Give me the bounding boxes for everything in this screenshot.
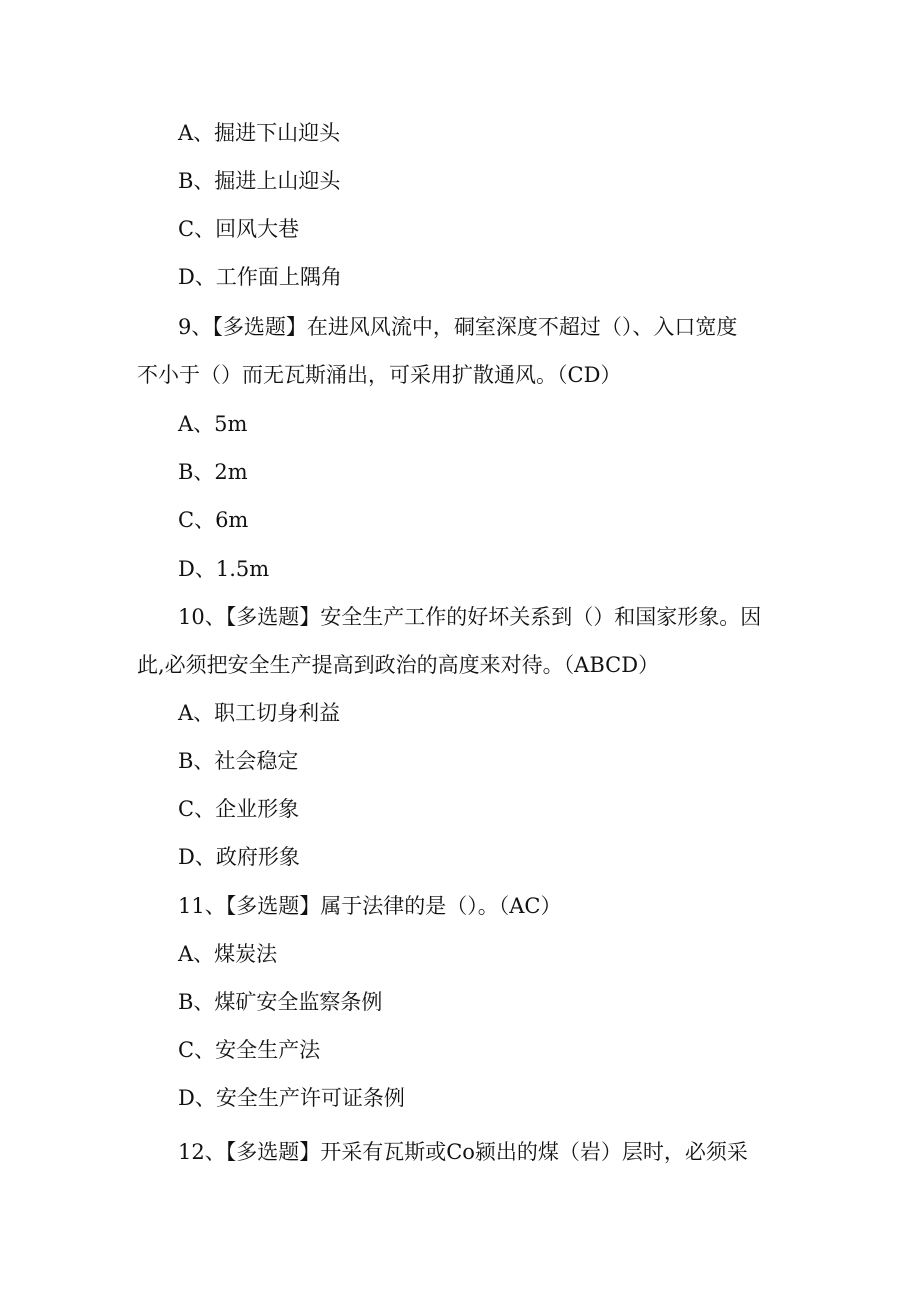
- option-line: B、社会稳定: [178, 749, 299, 773]
- option-line: C、回风大巷: [178, 217, 300, 241]
- question-text: 11、【多选题】属于法律的是（）。（AC）: [178, 894, 562, 918]
- option-line: A、煤炭法: [178, 942, 278, 966]
- option-line: B、掘进上山迎头: [178, 169, 341, 193]
- option-line: B、2m: [178, 460, 248, 484]
- option-line: A、掘进下山迎头: [178, 121, 341, 145]
- question-text: 12、【多选题】开采有瓦斯或Co颍出的煤（岩）层时，必须采: [178, 1140, 748, 1164]
- question-text: 不小于（）而无瓦斯涌出，可采用扩散通风。（CD）: [137, 363, 622, 387]
- option-line: D、1.5m: [178, 557, 270, 581]
- option-line: A、5m: [178, 412, 248, 436]
- option-line: B、煤矿安全监察条例: [178, 990, 383, 1014]
- option-line: C、安全生产法: [178, 1038, 321, 1062]
- option-line: D、工作面上隅角: [178, 265, 342, 289]
- option-line: C、企业形象: [178, 797, 300, 821]
- question-text: 10、【多选题】安全生产工作的好坏关系到（）和国家形象。因: [178, 605, 762, 629]
- option-line: D、政府形象: [178, 845, 300, 869]
- option-line: A、职工切身利益: [178, 701, 341, 725]
- option-line: C、6m: [178, 508, 249, 532]
- option-line: D、安全生产许可证条例: [178, 1086, 405, 1110]
- question-text: 此,必须把安全生产提高到政治的高度来对待。（ABCD）: [137, 653, 660, 677]
- question-text: 9、【多选题】在进风风流中，硐室深度不超过（）、入口宽度: [178, 315, 738, 339]
